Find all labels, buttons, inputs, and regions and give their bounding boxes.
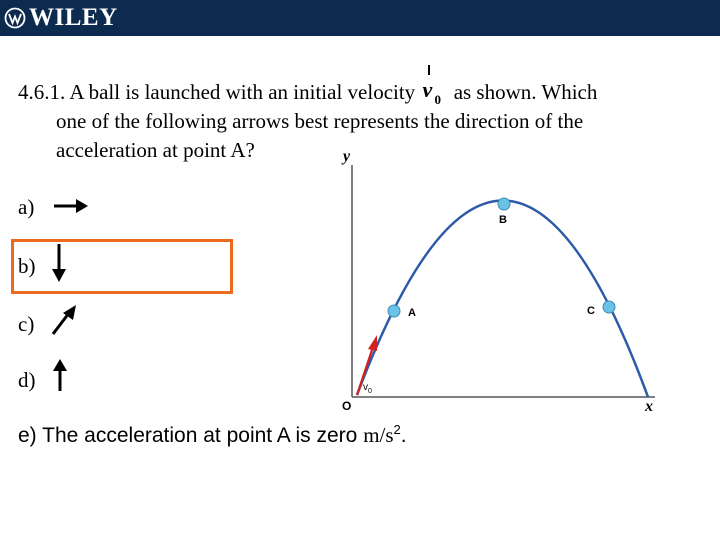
arrow-down-icon[interactable] — [49, 242, 69, 284]
y-axis-label: y — [343, 148, 351, 165]
origin-label: O — [342, 399, 352, 413]
option-e-period: . — [400, 424, 407, 447]
option-c-label[interactable]: c) — [18, 312, 35, 336]
option-e-label: e) — [18, 424, 37, 447]
selected-answer-highlight — [11, 239, 233, 294]
arrow-right-icon[interactable] — [52, 196, 92, 216]
option-e-exponent: 2 — [393, 422, 401, 437]
point-b-label: B — [499, 214, 507, 226]
logo-text: WILEY — [29, 4, 118, 31]
wiley-emblem-icon — [4, 7, 26, 29]
arrow-up-right-icon[interactable] — [50, 303, 80, 337]
point-c-label: C — [587, 305, 595, 317]
x-axis-label: x — [645, 398, 653, 415]
ball-point-c — [603, 301, 615, 313]
header-bar — [0, 0, 720, 36]
v-symbol: v — [422, 77, 433, 102]
question-line-2: one of the following arrows best represents the direction of the — [56, 109, 584, 133]
ball-point-b — [498, 198, 510, 210]
option-b-label[interactable]: b) — [18, 254, 36, 278]
velocity-arrowhead — [368, 335, 377, 351]
point-a-label: A — [408, 307, 416, 319]
question-line-1-end: as shown. Which — [448, 80, 598, 104]
ball-point-a — [388, 305, 400, 317]
velocity-label: $v_0$ — [363, 382, 372, 395]
option-d-label[interactable]: d) — [18, 368, 36, 392]
wiley-logo — [4, 3, 118, 33]
projectile-diagram — [330, 145, 670, 415]
arrow-up-icon[interactable] — [50, 357, 70, 393]
v-subscript: 0 — [434, 92, 441, 107]
option-e[interactable] — [18, 422, 407, 448]
trajectory-curve — [357, 200, 648, 397]
option-e-text: The acceleration at point A is zero — [42, 424, 364, 447]
question-line-1-text: 4.6.1. A ball is launched with an initial velocity — [18, 80, 421, 104]
option-a-label[interactable]: a) — [18, 195, 35, 219]
question-line-3: acceleration at point A? — [56, 138, 255, 162]
question-line-1 — [18, 78, 708, 107]
v0-symbol — [422, 77, 446, 107]
option-e-unit: m/s — [363, 423, 394, 447]
